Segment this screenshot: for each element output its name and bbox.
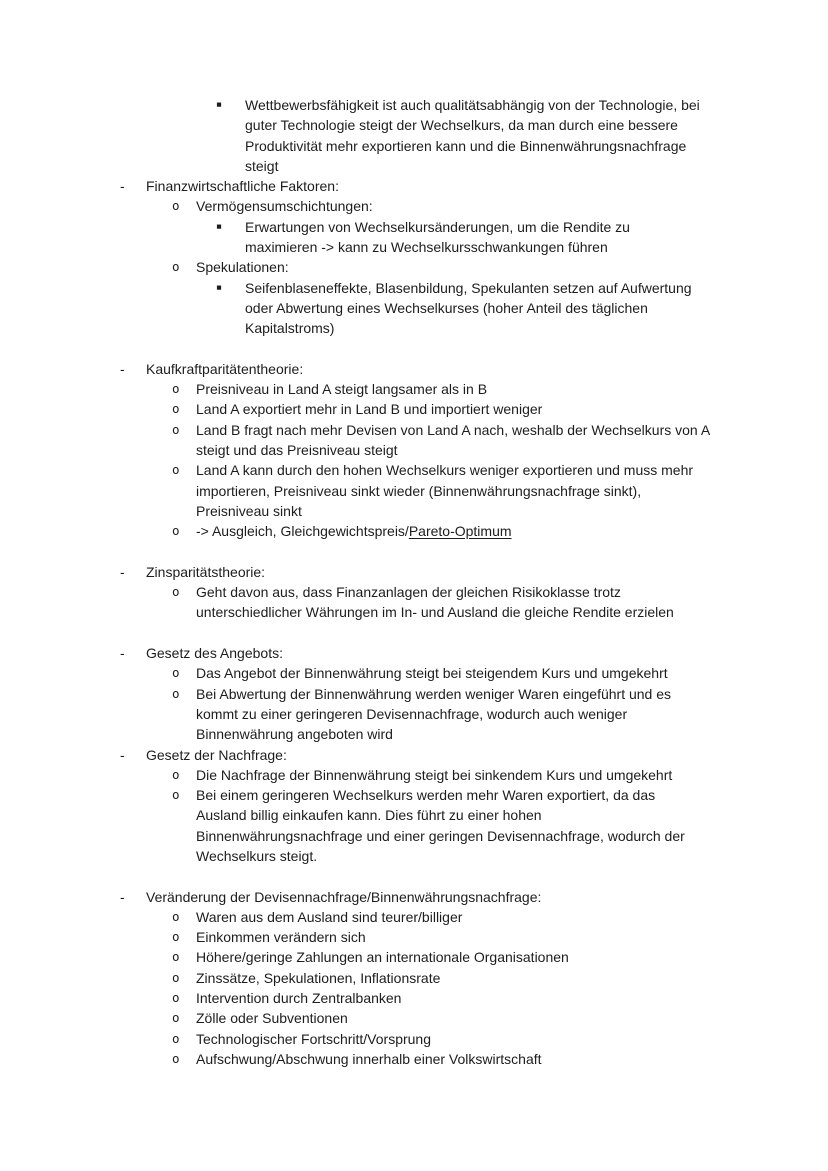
circle-bullet-icon: o: [172, 1010, 180, 1026]
bullet-list: [0, 95, 828, 1069]
list-item: [0, 521, 828, 541]
circle-bullet-icon: o: [172, 523, 180, 539]
text-line: Preisniveau in Land A steigt langsamer als in B: [196, 381, 488, 398]
text-line: Erwartungen von Wechselkursänderungen, um die Rendite zu: [245, 218, 630, 235]
text-line: Gesetz der Nachfrage:: [146, 746, 287, 763]
list-item: [0, 887, 828, 907]
text-line: Geht davon aus, dass Finanzanlagen der gleichen Risikoklasse trotz: [196, 584, 621, 601]
circle-bullet-icon: o: [172, 259, 180, 275]
text-line: Bei einem geringeren Wechselkurs werden mehr Waren exportiert, da das: [196, 787, 656, 804]
circle-bullet-icon: o: [172, 1030, 180, 1046]
text-line: oder Abwertung eines Wechselkurses (hoher Anteil des täglichen: [245, 299, 648, 316]
text-line: Produktivität mehr exportieren kann und die Binnenwährungsnachfrage: [245, 137, 687, 154]
text-segment: -> Ausgleich, Gleichgewichtspreis/: [196, 523, 409, 540]
text-line: Intervention durch Zentralbanken: [196, 990, 402, 1007]
list-item: [0, 1049, 828, 1069]
text-line: Land A kann durch den hohen Wechselkurs weniger exportieren und muss mehr: [196, 462, 694, 479]
dash-bullet-icon: -: [120, 746, 125, 763]
list-item: [0, 745, 828, 765]
list-item: [0, 176, 828, 196]
text-line: Waren aus dem Ausland sind teurer/billiger: [196, 908, 463, 925]
circle-bullet-icon: o: [172, 584, 180, 600]
circle-bullet-icon: o: [172, 198, 180, 214]
text-line: Die Nachfrage der Binnenwährung steigt bei sinkendem Kurs und umgekehrt: [196, 766, 673, 783]
dash-bullet-icon: -: [120, 888, 125, 905]
circle-bullet-icon: o: [172, 665, 180, 681]
list-item: [0, 643, 828, 663]
circle-bullet-icon: o: [172, 462, 180, 478]
text-line: Kapitalstroms): [245, 320, 335, 337]
list-item: [0, 988, 828, 1008]
text-line: kommt zu einer geringeren Devisennachfrage, wodurch auch weniger: [196, 705, 628, 722]
list-item: [0, 765, 828, 785]
circle-bullet-icon: o: [172, 787, 180, 803]
blank-line: [0, 339, 828, 359]
text-line: steigt: [245, 157, 279, 174]
blank-line: [0, 542, 828, 562]
text-line: Finanzwirtschaftliche Faktoren:: [146, 178, 339, 195]
text-line: Vermögensumschichtungen:: [196, 198, 373, 215]
circle-bullet-icon: o: [172, 1050, 180, 1066]
list-item: [0, 257, 828, 277]
dash-bullet-icon: -: [120, 563, 125, 580]
text-line: Einkommen verändern sich: [196, 929, 366, 946]
list-item: [0, 1029, 828, 1049]
dash-bullet-icon: -: [120, 360, 125, 377]
text-line: Gesetz des Angebots:: [146, 645, 283, 662]
text-line: Seifenblaseneffekte, Blasenbildung, Spekulanten setzen auf Aufwertung: [245, 279, 692, 296]
text-line: guter Technologie steigt der Wechselkurs, da man durch eine bessere: [245, 117, 678, 134]
text-line: Ausland billig einkaufen kann. Dies führt zu einer hohen: [196, 807, 542, 824]
circle-bullet-icon: o: [172, 766, 180, 782]
circle-bullet-icon: o: [172, 990, 180, 1006]
list-item: [0, 217, 828, 258]
circle-bullet-icon: o: [172, 969, 180, 985]
list-item: [0, 95, 828, 176]
text-line: Preisniveau sinkt: [196, 502, 302, 519]
circle-bullet-icon: o: [172, 685, 180, 701]
list-item: [0, 947, 828, 967]
list-item: [0, 785, 828, 866]
text-line: [196, 521, 828, 541]
square-bullet-icon: ▪: [216, 277, 223, 297]
circle-bullet-icon: o: [172, 908, 180, 924]
square-bullet-icon: ▪: [216, 216, 223, 236]
text-line: steigt und das Preisniveau steigt: [196, 442, 398, 459]
text-line: Höhere/geringe Zahlungen an internationale Organisationen: [196, 949, 569, 966]
list-item: [0, 663, 828, 683]
text-line: Wechselkurs steigt.: [196, 847, 318, 864]
blank-line: [0, 623, 828, 643]
text-line: importieren, Preisniveau sinkt wieder (Binnenwährungsnachfrage sinkt),: [196, 482, 642, 499]
dash-bullet-icon: -: [120, 178, 125, 195]
list-item: [0, 196, 828, 216]
text-line: Binnenwährung angeboten wird: [196, 726, 393, 743]
list-item: [0, 1008, 828, 1028]
circle-bullet-icon: o: [172, 381, 180, 397]
text-line: Land A exportiert mehr in Land B und importiert weniger: [196, 401, 543, 418]
list-item: [0, 278, 828, 339]
list-item: [0, 420, 828, 461]
list-item: [0, 907, 828, 927]
dash-bullet-icon: -: [120, 645, 125, 662]
list-item: [0, 562, 828, 582]
text-line: Kaufkraftparitätentheorie:: [146, 360, 304, 377]
text-line: Zölle oder Subventionen: [196, 1010, 348, 1027]
circle-bullet-icon: o: [172, 421, 180, 437]
text-line: Technologischer Fortschritt/Vorsprung: [196, 1030, 431, 1047]
list-item: [0, 968, 828, 988]
text-line: maximieren -> kann zu Wechselkursschwankungen führen: [245, 239, 608, 256]
blank-line: [0, 866, 828, 886]
text-line: Bei Abwertung der Binnenwährung werden weniger Waren eingeführt und es: [196, 685, 672, 702]
text-line: Das Angebot der Binnenwährung steigt bei steigendem Kurs und umgekehrt: [196, 665, 668, 682]
circle-bullet-icon: o: [172, 401, 180, 417]
list-item: [0, 460, 828, 521]
list-item: [0, 379, 828, 399]
square-bullet-icon: ▪: [216, 95, 223, 114]
text-line: Spekulationen:: [196, 259, 289, 276]
list-item: [0, 684, 828, 745]
text-line: Aufschwung/Abschwung innerhalb einer Volkswirtschaft: [196, 1050, 542, 1067]
circle-bullet-icon: o: [172, 929, 180, 945]
list-item: [0, 927, 828, 947]
text-line: Land B fragt nach mehr Devisen von Land A nach, weshalb der Wechselkurs von A: [196, 421, 711, 438]
text-line: Veränderung der Devisennachfrage/Binnenwährungsnachfrage:: [146, 888, 542, 905]
text-line: Wettbewerbsfähigkeit ist auch qualitätsabhängig von der Technologie, bei: [245, 97, 700, 113]
list-item: [0, 359, 828, 379]
underlined-text: Pareto-Optimum: [408, 523, 512, 540]
list-item: [0, 582, 828, 623]
text-line: Zinsparitätstheorie:: [146, 563, 266, 580]
list-item: [0, 399, 828, 419]
text-line: Zinssätze, Spekulationen, Inflationsrate: [196, 969, 441, 986]
circle-bullet-icon: o: [172, 949, 180, 965]
text-line: unterschiedlicher Währungen im In- und Ausland die gleiche Rendite erzielen: [196, 604, 674, 621]
text-line: Binnenwährungsnachfrage und einer geringen Devisennachfrage, wodurch der: [196, 827, 685, 844]
